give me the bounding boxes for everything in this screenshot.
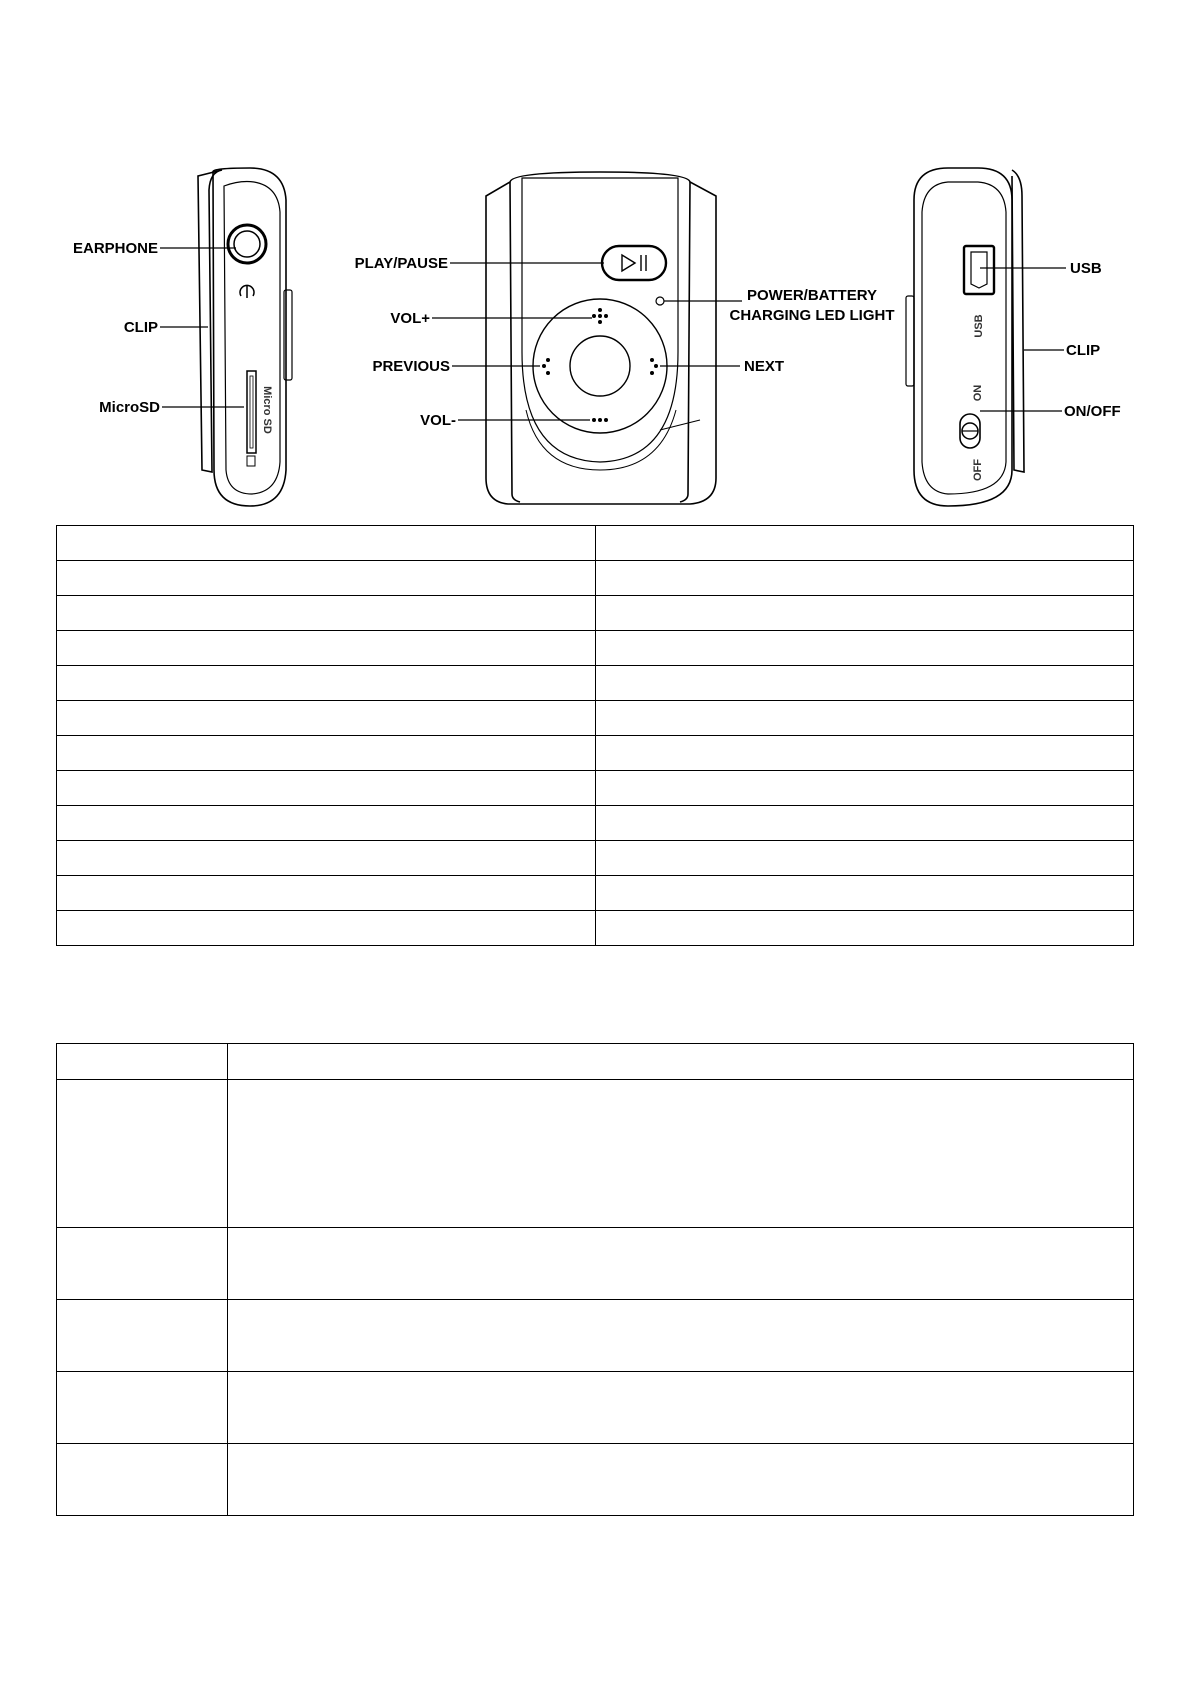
table-cell	[57, 1228, 228, 1300]
table-cell	[57, 526, 596, 561]
card-symbol-icon	[247, 456, 255, 466]
table-row	[57, 596, 1134, 631]
table-cell	[228, 1372, 1134, 1444]
table-cell	[596, 841, 1134, 876]
label-next: NEXT	[744, 358, 785, 375]
off-marking-text: OFF	[972, 459, 984, 481]
spec-table	[56, 525, 1134, 946]
label-clip-left: CLIP	[123, 319, 158, 336]
table-cell	[228, 1080, 1134, 1228]
left-side-view	[198, 168, 292, 506]
usb-marking-text: USB	[973, 314, 985, 338]
table-cell	[57, 771, 596, 806]
description-table	[56, 1043, 1134, 1516]
table-cell	[57, 1372, 228, 1444]
led-indicator	[656, 297, 664, 305]
table-row	[57, 1080, 1134, 1228]
table-cell	[57, 1300, 228, 1372]
label-microsd: MicroSD	[99, 399, 160, 416]
table-row	[57, 666, 1134, 701]
leader-lines	[160, 248, 1066, 420]
table-cell	[228, 1444, 1134, 1516]
usb-port	[964, 246, 994, 294]
table-row	[57, 1372, 1134, 1444]
slot-marking-text: Micro SD	[261, 386, 273, 434]
right-clip	[1012, 170, 1024, 472]
table-row	[57, 1228, 1134, 1300]
table-cell	[596, 911, 1134, 946]
table-cell	[57, 736, 596, 771]
left-body-inner	[224, 182, 280, 495]
table-row	[57, 631, 1134, 666]
table-cell	[57, 841, 596, 876]
label-vol-minus: VOL-	[420, 412, 456, 429]
table-cell	[596, 526, 1134, 561]
label-led-line1: POWER/BATTERY	[747, 287, 877, 304]
center-button	[570, 336, 630, 396]
label-clip-right: CLIP	[1066, 342, 1101, 359]
table-cell	[228, 1300, 1134, 1372]
microsd-slot	[247, 371, 256, 453]
table-row	[57, 771, 1134, 806]
table-cell	[596, 561, 1134, 596]
label-earphone: EARPHONE	[72, 240, 158, 257]
device-diagram	[0, 0, 1192, 520]
table-row	[57, 1444, 1134, 1516]
table-cell	[228, 1044, 1134, 1080]
table-cell	[596, 666, 1134, 701]
table-cell	[57, 806, 596, 841]
table-row	[57, 1300, 1134, 1372]
table-row	[57, 736, 1134, 771]
table-cell	[57, 1080, 228, 1228]
front-body-outer	[486, 172, 716, 504]
on-marking-text: ON	[972, 384, 984, 402]
table-cell	[596, 876, 1134, 911]
right-side-view	[906, 168, 1024, 506]
table-cell	[596, 631, 1134, 666]
table-cell	[57, 1444, 228, 1516]
table-cell	[57, 701, 596, 736]
table-cell	[596, 736, 1134, 771]
wheel-dots	[542, 308, 658, 422]
control-wheel	[533, 299, 667, 433]
table-cell	[596, 771, 1134, 806]
front-view	[486, 172, 716, 504]
label-vol-plus: VOL+	[390, 310, 430, 327]
right-side-buttons	[906, 296, 914, 386]
table-cell	[57, 666, 596, 701]
right-body-outer	[914, 168, 1012, 506]
label-previous: PREVIOUS	[372, 358, 450, 375]
table-cell	[596, 806, 1134, 841]
table-cell	[57, 876, 596, 911]
table-row	[57, 701, 1134, 736]
table-header-row	[57, 1044, 1134, 1080]
label-led-line2: CHARGING LED LIGHT	[729, 307, 895, 324]
table-cell	[57, 631, 596, 666]
table-row	[57, 806, 1134, 841]
table-row	[57, 876, 1134, 911]
table-cell	[228, 1228, 1134, 1300]
table-cell	[57, 561, 596, 596]
table-row	[57, 911, 1134, 946]
label-usb: USB	[1070, 260, 1102, 277]
table-cell	[596, 701, 1134, 736]
table-cell	[57, 596, 596, 631]
left-clip	[198, 170, 222, 472]
table-row	[57, 526, 1134, 561]
table-cell	[57, 1044, 228, 1080]
label-play-pause: PLAY/PAUSE	[354, 255, 448, 272]
table-cell	[596, 596, 1134, 631]
table-cell	[57, 911, 596, 946]
label-on-off: ON/OFF	[1064, 403, 1121, 420]
table-row	[57, 841, 1134, 876]
table-row	[57, 561, 1134, 596]
